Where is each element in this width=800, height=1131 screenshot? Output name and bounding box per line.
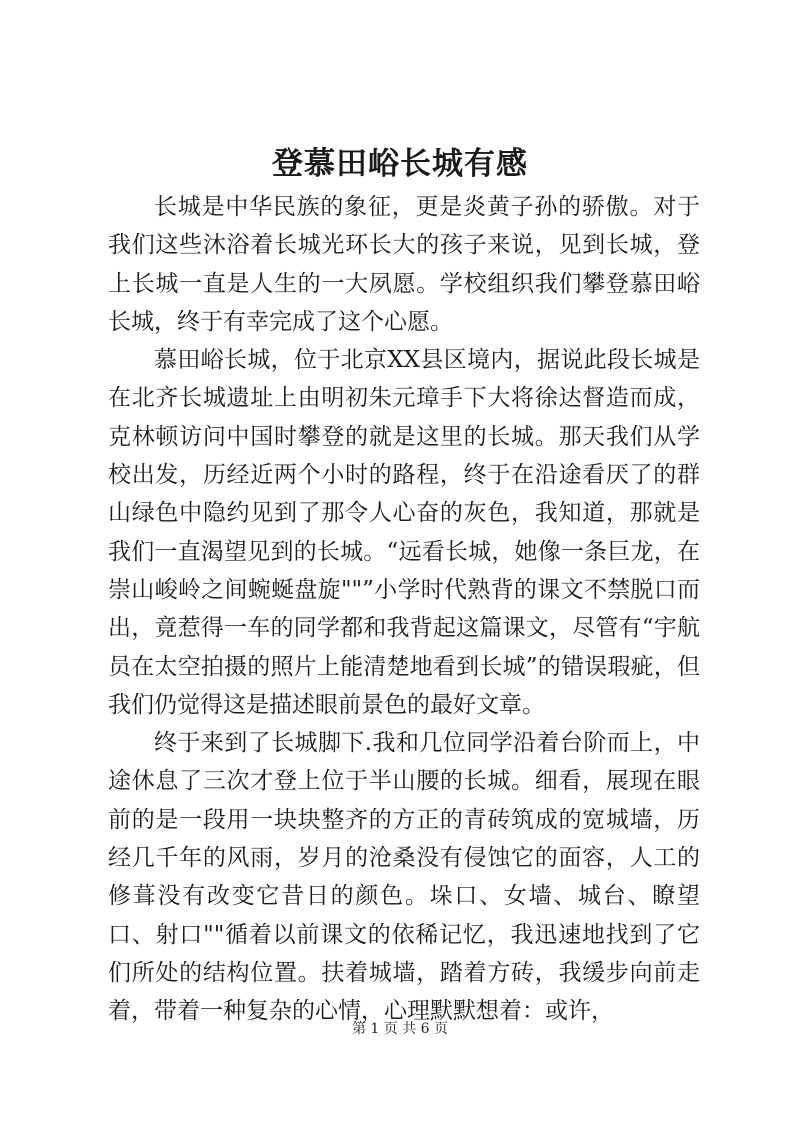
page-footer: 第 1 页 共 6 页 [351,1021,449,1037]
paragraph-2: 慕田峪长城，位于北京XX县区境内，据说此段长城是在北齐长城遗址上由明初朱元璋手下大将徐达督造而成，克林顿访问中国时攀登的就是这里的长城。那天我们从学校出发，历经近两个小时的路程，终于在沿途看厌了的群山绿色中隐约见到了那令人心奋的灰色，我知道，那就是我们一直渴望见到的长城。“远看长城，她像一条巨龙，在崇山峻岭之间蜿蜒盘旋""”小学时代熟背的课文不禁脱口而出，竟惹得一车的同学都和我背起这篇课文，尽管有“宇航员在太空拍摄的照片上能清楚地看到长城”的错误瑕疵，但我们仍觉得这是描述眼前景色的最好文章。 [108,347,700,718]
document-body [108,188,700,1031]
paragraph-1: 长城是中华民族的象征，更是炎黄子孙的骄傲。对于我们这些沐浴着长城光环长大的孩子来说，见到长城，登上长城一直是人生的一大夙愿。学校组织我们攀登慕田峪长城，终于有幸完成了这个心愿。 [108,194,700,335]
paragraph-3: 终于来到了长城脚下.我和几位同学沿着台阶而上，中途休息了三次才登上位于半山腰的长城。细看，展现在眼前的是一段用一块块整齐的方正的青砖筑成的宽城墙，历经几千年的风雨，岁月的沧桑没有侵蚀它的面容，人工的修葺没有改变它昔日的颜色。垛口、女墙、城台、瞭望口、射口""循着以前课文的依稀记忆，我迅速地找到了它们所处的结构位置。扶着城墙，踏着方砖，我缓步向前走着，带着一种复杂的心情，心理默默想着：或许， [108,730,700,1025]
document-title: 登慕田峪长城有感 [272,146,528,182]
